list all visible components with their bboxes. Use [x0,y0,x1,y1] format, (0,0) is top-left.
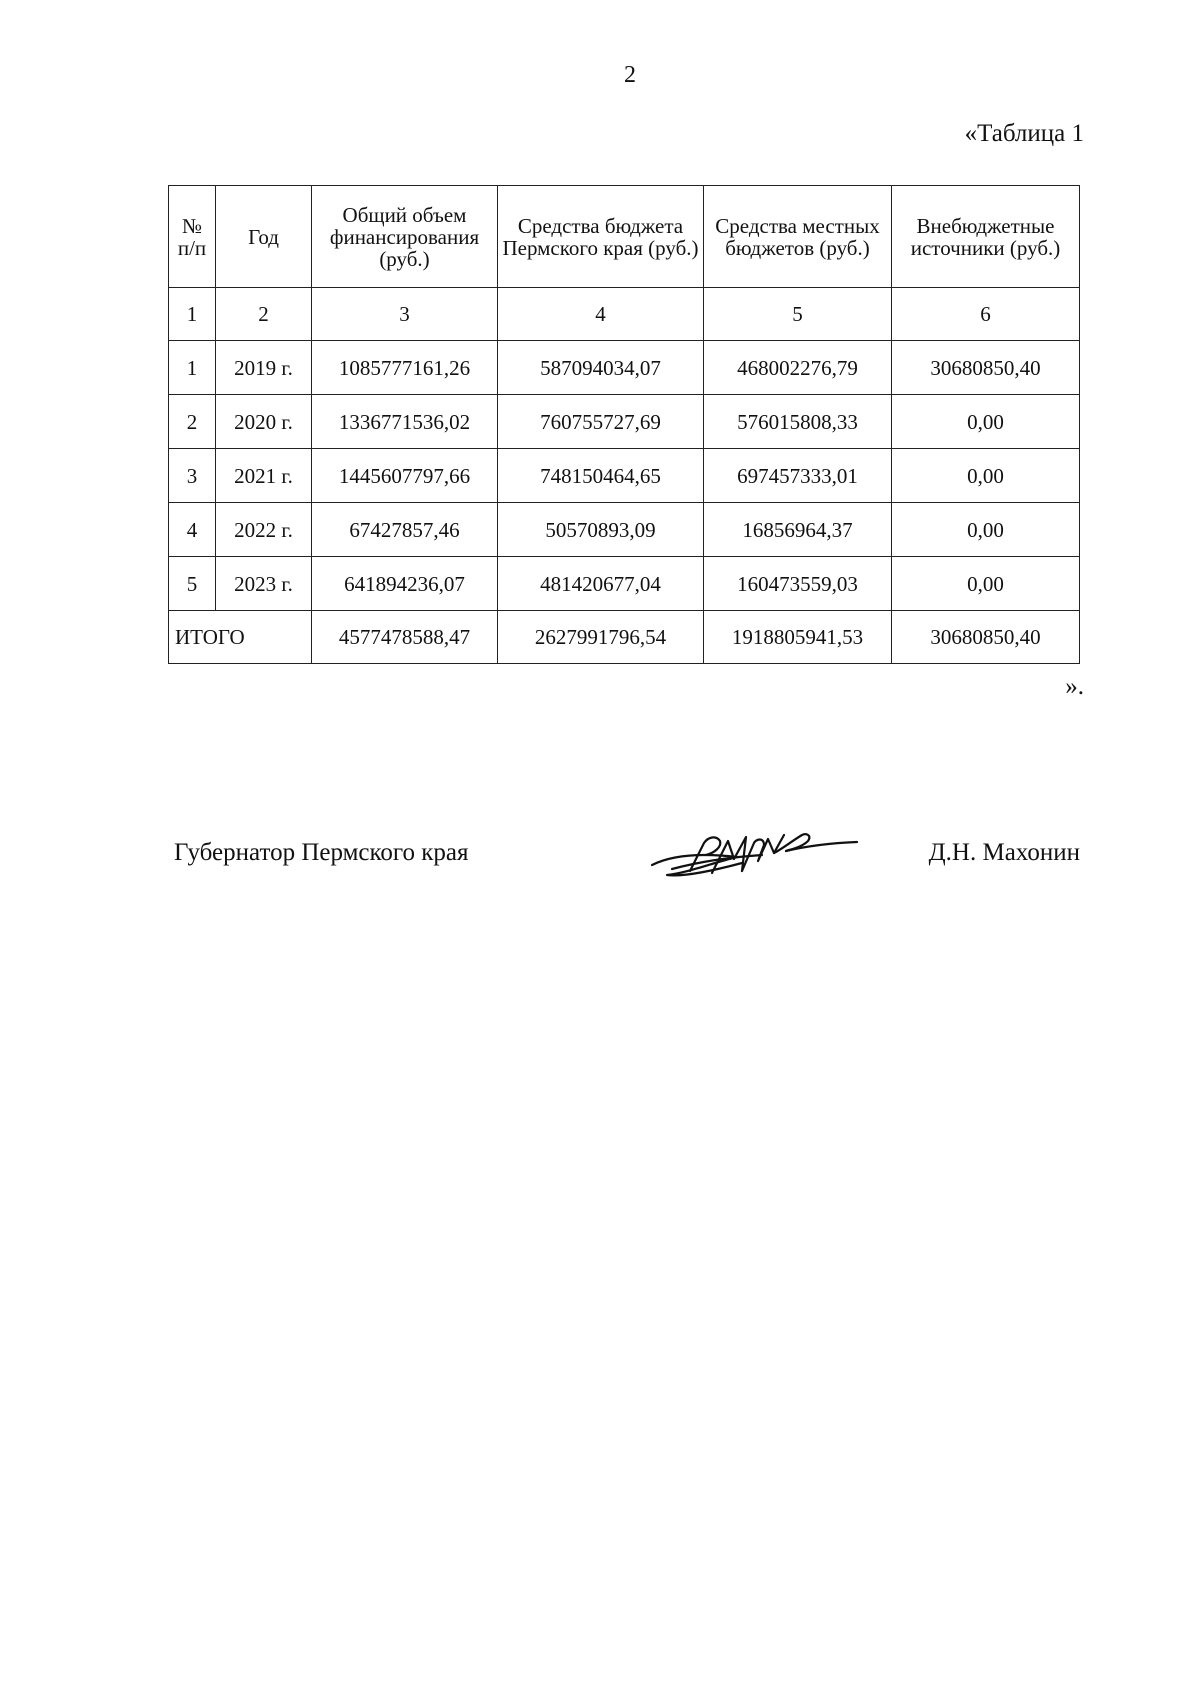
table-cell: 641894236,07 [312,557,498,611]
signatory-name: Д.Н. Махонин [928,839,1080,866]
table-cell: 2019 г. [216,341,312,395]
table-cell: 697457333,01 [704,449,892,503]
table-cell: 16856964,37 [704,503,892,557]
header-cell-total-financing: Общий объем финансирования (руб.) [312,186,498,288]
table-cell: 468002276,79 [704,341,892,395]
closing-quote: ». [1065,673,1084,700]
column-number-cell: 1 [169,288,216,341]
table-cell: 1085777161,26 [312,341,498,395]
total-cell: 4577478588,47 [312,611,498,664]
table-cell: 1445607797,66 [312,449,498,503]
table-cell: 30680850,40 [892,341,1080,395]
column-number-cell: 4 [498,288,704,341]
total-cell: 1918805941,53 [704,611,892,664]
table-cell: 1336771536,02 [312,395,498,449]
table-cell: 1 [169,341,216,395]
column-number-cell: 3 [312,288,498,341]
signatory-position: Губернатор Пермского края [174,839,469,866]
table-cell: 576015808,33 [704,395,892,449]
table-row [169,341,1080,395]
column-number-row [169,288,1080,341]
table-row [169,449,1080,503]
column-number-cell: 2 [216,288,312,341]
table-cell: 67427857,46 [312,503,498,557]
table-cell: 5 [169,557,216,611]
column-number-cell: 5 [704,288,892,341]
table-cell: 0,00 [892,557,1080,611]
handwritten-signature-icon [642,813,862,893]
signature-block [174,835,1080,895]
total-row [169,611,1080,664]
table-cell: 2021 г. [216,449,312,503]
table-cell: 0,00 [892,449,1080,503]
table-cell: 50570893,09 [498,503,704,557]
table-cell: 3 [169,449,216,503]
total-cell: 2627991796,54 [498,611,704,664]
table-cell: 0,00 [892,503,1080,557]
financing-table [168,185,1080,664]
table-row [169,503,1080,557]
table-cell: 587094034,07 [498,341,704,395]
table-row [169,557,1080,611]
header-cell-year: Год [216,186,312,288]
table-row [169,395,1080,449]
total-cell: 30680850,40 [892,611,1080,664]
table-cell: 2022 г. [216,503,312,557]
table-header-row [169,186,1080,288]
table-cell: 160473559,03 [704,557,892,611]
page-number: 2 [624,62,636,88]
table-cell: 481420677,04 [498,557,704,611]
table-cell: 760755727,69 [498,395,704,449]
column-number-cell: 6 [892,288,1080,341]
table-cell: 4 [169,503,216,557]
header-cell-extrabudgetary: Внебюджетные источники (руб.) [892,186,1080,288]
total-label: ИТОГО [169,611,312,664]
table-cell: 2 [169,395,216,449]
table-cell: 748150464,65 [498,449,704,503]
table-cell: 0,00 [892,395,1080,449]
table-caption: «Таблица 1 [964,120,1084,147]
table-cell: 2020 г. [216,395,312,449]
header-cell-regional-budget: Средства бюджета Пермского края (руб.) [498,186,704,288]
header-cell-number: № п/п [169,186,216,288]
table-cell: 2023 г. [216,557,312,611]
header-cell-local-budgets: Средства местных бюджетов (руб.) [704,186,892,288]
